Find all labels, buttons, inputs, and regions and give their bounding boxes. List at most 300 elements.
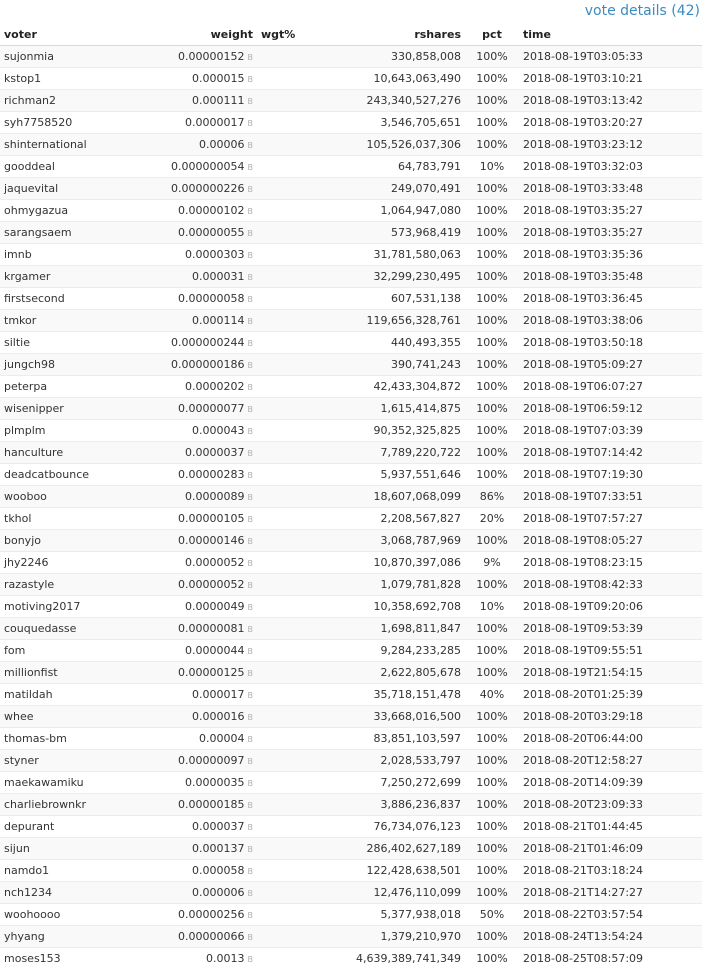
steem-b-icon: B bbox=[247, 801, 253, 810]
wgt-pct-cell bbox=[257, 464, 307, 486]
wgt-pct-cell bbox=[257, 860, 307, 882]
voter-link[interactable]: jhy2246 bbox=[4, 556, 49, 569]
weight-cell bbox=[132, 640, 257, 662]
weight-value: 0.000137 bbox=[192, 842, 245, 855]
table-row bbox=[0, 772, 702, 794]
voter-link[interactable]: whee bbox=[4, 710, 34, 723]
table-row bbox=[0, 134, 702, 156]
rshares-cell: 330,858,008 bbox=[307, 46, 465, 68]
voter-cell bbox=[0, 772, 132, 794]
voter-link[interactable]: namdo1 bbox=[4, 864, 50, 877]
weight-value: 0.00000256 bbox=[178, 908, 245, 921]
table-row bbox=[0, 948, 702, 970]
weight-value: 0.0000037 bbox=[185, 446, 245, 459]
time-cell: 2018-08-19T09:55:51 bbox=[519, 640, 702, 662]
pct-cell: 100% bbox=[465, 354, 519, 376]
table-row bbox=[0, 530, 702, 552]
steem-b-icon: B bbox=[247, 405, 253, 414]
voter-link[interactable]: wisenipper bbox=[4, 402, 64, 415]
rshares-cell: 1,615,414,875 bbox=[307, 398, 465, 420]
weight-value: 0.00000066 bbox=[178, 930, 245, 943]
time-cell: 2018-08-19T03:10:21 bbox=[519, 68, 702, 90]
voter-cell bbox=[0, 156, 132, 178]
table-row bbox=[0, 200, 702, 222]
time-cell: 2018-08-19T03:35:27 bbox=[519, 200, 702, 222]
wgt-pct-cell bbox=[257, 376, 307, 398]
voter-link[interactable]: razastyle bbox=[4, 578, 55, 591]
rshares-cell: 286,402,627,189 bbox=[307, 838, 465, 860]
wgt-pct-cell bbox=[257, 156, 307, 178]
weight-value: 0.00000058 bbox=[178, 292, 245, 305]
pct-cell: 100% bbox=[465, 882, 519, 904]
rshares-cell: 9,284,233,285 bbox=[307, 640, 465, 662]
steem-b-icon: B bbox=[247, 185, 253, 194]
wgt-pct-cell bbox=[257, 596, 307, 618]
table-row bbox=[0, 904, 702, 926]
rshares-cell: 105,526,037,306 bbox=[307, 134, 465, 156]
pct-cell: 100% bbox=[465, 728, 519, 750]
rshares-cell: 1,079,781,828 bbox=[307, 574, 465, 596]
table-row bbox=[0, 112, 702, 134]
rshares-cell: 32,299,230,495 bbox=[307, 266, 465, 288]
weight-cell bbox=[132, 508, 257, 530]
rshares-cell: 76,734,076,123 bbox=[307, 816, 465, 838]
wgt-pct-cell bbox=[257, 354, 307, 376]
voter-cell bbox=[0, 552, 132, 574]
weight-value: 0.00000052 bbox=[178, 578, 245, 591]
voter-cell bbox=[0, 882, 132, 904]
voter-cell bbox=[0, 90, 132, 112]
table-row bbox=[0, 486, 702, 508]
wgt-pct-cell bbox=[257, 134, 307, 156]
voter-link[interactable]: moses153 bbox=[4, 952, 61, 965]
table-row bbox=[0, 662, 702, 684]
table-row bbox=[0, 926, 702, 948]
pct-cell: 100% bbox=[465, 706, 519, 728]
voter-link[interactable]: maekawamiku bbox=[4, 776, 84, 789]
voter-link[interactable]: siltie bbox=[4, 336, 30, 349]
table-row bbox=[0, 838, 702, 860]
pct-cell: 100% bbox=[465, 288, 519, 310]
voter-cell bbox=[0, 464, 132, 486]
voter-link[interactable]: gooddeal bbox=[4, 160, 55, 173]
weight-cell bbox=[132, 200, 257, 222]
pct-cell: 100% bbox=[465, 838, 519, 860]
wgt-pct-cell bbox=[257, 486, 307, 508]
table-row bbox=[0, 640, 702, 662]
voter-link[interactable]: yhyang bbox=[4, 930, 45, 943]
voter-link[interactable]: millionfist bbox=[4, 666, 58, 679]
pct-cell: 100% bbox=[465, 640, 519, 662]
voter-link[interactable]: matildah bbox=[4, 688, 53, 701]
time-cell: 2018-08-20T06:44:00 bbox=[519, 728, 702, 750]
voter-link[interactable]: richman2 bbox=[4, 94, 57, 107]
wgt-pct-cell bbox=[257, 288, 307, 310]
table-row bbox=[0, 442, 702, 464]
wgt-pct-cell bbox=[257, 310, 307, 332]
pct-cell: 40% bbox=[465, 684, 519, 706]
voter-link[interactable]: deadcatbounce bbox=[4, 468, 90, 481]
voter-cell bbox=[0, 222, 132, 244]
voter-cell bbox=[0, 376, 132, 398]
steem-b-icon: B bbox=[247, 713, 253, 722]
weight-cell bbox=[132, 90, 257, 112]
vote-details-link[interactable]: vote details (42) bbox=[584, 3, 700, 19]
steem-b-icon: B bbox=[247, 251, 253, 260]
time-cell: 2018-08-19T06:59:12 bbox=[519, 398, 702, 420]
time-cell: 2018-08-24T13:54:24 bbox=[519, 926, 702, 948]
time-cell: 2018-08-19T03:13:42 bbox=[519, 90, 702, 112]
rshares-cell: 3,068,787,969 bbox=[307, 530, 465, 552]
steem-b-icon: B bbox=[247, 141, 253, 150]
voter-cell bbox=[0, 816, 132, 838]
steem-b-icon: B bbox=[247, 361, 253, 370]
steem-b-icon: B bbox=[247, 867, 253, 876]
voter-link[interactable]: plmplm bbox=[4, 424, 46, 437]
pct-cell: 100% bbox=[465, 244, 519, 266]
voter-cell bbox=[0, 640, 132, 662]
time-cell: 2018-08-20T12:58:27 bbox=[519, 750, 702, 772]
column-header-time[interactable]: time bbox=[519, 24, 702, 46]
weight-cell bbox=[132, 860, 257, 882]
voter-cell bbox=[0, 860, 132, 882]
pct-cell: 100% bbox=[465, 442, 519, 464]
voter-link[interactable]: imnb bbox=[4, 248, 32, 261]
wgt-pct-cell bbox=[257, 90, 307, 112]
wgt-pct-cell bbox=[257, 398, 307, 420]
time-cell: 2018-08-19T07:14:42 bbox=[519, 442, 702, 464]
time-cell: 2018-08-19T03:33:48 bbox=[519, 178, 702, 200]
time-cell: 2018-08-19T03:35:48 bbox=[519, 266, 702, 288]
table-row bbox=[0, 332, 702, 354]
wgt-pct-cell bbox=[257, 222, 307, 244]
pct-cell: 100% bbox=[465, 948, 519, 970]
weight-cell bbox=[132, 926, 257, 948]
steem-b-icon: B bbox=[247, 53, 253, 62]
pct-cell: 86% bbox=[465, 486, 519, 508]
weight-value: 0.000000244 bbox=[171, 336, 245, 349]
weight-cell bbox=[132, 552, 257, 574]
table-row bbox=[0, 244, 702, 266]
table-row bbox=[0, 860, 702, 882]
weight-value: 0.000114 bbox=[192, 314, 245, 327]
time-cell: 2018-08-25T08:57:09 bbox=[519, 948, 702, 970]
table-row bbox=[0, 222, 702, 244]
rshares-cell: 42,433,304,872 bbox=[307, 376, 465, 398]
weight-value: 0.00000152 bbox=[178, 50, 245, 63]
pct-cell: 100% bbox=[465, 662, 519, 684]
voter-link[interactable]: sijun bbox=[4, 842, 30, 855]
time-cell: 2018-08-19T06:07:27 bbox=[519, 376, 702, 398]
table-row bbox=[0, 552, 702, 574]
voter-cell bbox=[0, 508, 132, 530]
steem-b-icon: B bbox=[247, 823, 253, 832]
voter-link[interactable]: styner bbox=[4, 754, 39, 767]
steem-b-icon: B bbox=[247, 97, 253, 106]
steem-b-icon: B bbox=[247, 471, 253, 480]
table-row bbox=[0, 684, 702, 706]
voter-cell bbox=[0, 178, 132, 200]
steem-b-icon: B bbox=[247, 647, 253, 656]
weight-value: 0.0013 bbox=[206, 952, 245, 965]
weight-value: 0.0000089 bbox=[185, 490, 245, 503]
steem-b-icon: B bbox=[247, 691, 253, 700]
weight-cell bbox=[132, 728, 257, 750]
weight-value: 0.000016 bbox=[192, 710, 245, 723]
wgt-pct-cell bbox=[257, 948, 307, 970]
weight-value: 0.0000049 bbox=[185, 600, 245, 613]
voter-cell bbox=[0, 266, 132, 288]
steem-b-icon: B bbox=[247, 889, 253, 898]
time-cell: 2018-08-19T03:35:36 bbox=[519, 244, 702, 266]
weight-cell bbox=[132, 816, 257, 838]
rshares-cell: 83,851,103,597 bbox=[307, 728, 465, 750]
wgt-pct-cell bbox=[257, 882, 307, 904]
pct-cell: 100% bbox=[465, 816, 519, 838]
voter-cell bbox=[0, 68, 132, 90]
pct-cell: 100% bbox=[465, 376, 519, 398]
table-row bbox=[0, 794, 702, 816]
voter-cell bbox=[0, 596, 132, 618]
voter-link[interactable]: shinternational bbox=[4, 138, 87, 151]
weight-cell bbox=[132, 948, 257, 970]
weight-value: 0.000017 bbox=[192, 688, 245, 701]
voter-cell bbox=[0, 398, 132, 420]
pct-cell: 50% bbox=[465, 904, 519, 926]
steem-b-icon: B bbox=[247, 515, 253, 524]
voter-link[interactable]: charliebrownkr bbox=[4, 798, 87, 811]
time-cell: 2018-08-22T03:57:54 bbox=[519, 904, 702, 926]
voter-link[interactable]: nch1234 bbox=[4, 886, 52, 899]
weight-cell bbox=[132, 442, 257, 464]
voter-link[interactable]: motiving2017 bbox=[4, 600, 81, 613]
weight-value: 0.00000055 bbox=[178, 226, 245, 239]
rshares-cell: 10,870,397,086 bbox=[307, 552, 465, 574]
time-cell: 2018-08-21T01:46:09 bbox=[519, 838, 702, 860]
voter-cell bbox=[0, 794, 132, 816]
time-cell: 2018-08-20T14:09:39 bbox=[519, 772, 702, 794]
voter-link[interactable]: thomas-bm bbox=[4, 732, 67, 745]
rshares-cell: 2,028,533,797 bbox=[307, 750, 465, 772]
voter-cell bbox=[0, 838, 132, 860]
weight-value: 0.000000054 bbox=[171, 160, 245, 173]
time-cell: 2018-08-19T07:57:27 bbox=[519, 508, 702, 530]
pct-cell: 20% bbox=[465, 508, 519, 530]
voter-cell bbox=[0, 134, 132, 156]
wgt-pct-cell bbox=[257, 178, 307, 200]
voter-link[interactable]: hanculture bbox=[4, 446, 64, 459]
weight-value: 0.000015 bbox=[192, 72, 245, 85]
pct-cell: 100% bbox=[465, 332, 519, 354]
voter-link[interactable]: tmkor bbox=[4, 314, 37, 327]
voter-link[interactable]: jungch98 bbox=[4, 358, 55, 371]
steem-b-icon: B bbox=[247, 779, 253, 788]
rshares-cell: 249,070,491 bbox=[307, 178, 465, 200]
time-cell: 2018-08-19T21:54:15 bbox=[519, 662, 702, 684]
pct-cell: 100% bbox=[465, 794, 519, 816]
pct-cell: 100% bbox=[465, 398, 519, 420]
rshares-cell: 573,968,419 bbox=[307, 222, 465, 244]
weight-cell bbox=[132, 684, 257, 706]
weight-cell bbox=[132, 288, 257, 310]
table-row bbox=[0, 816, 702, 838]
voter-cell bbox=[0, 530, 132, 552]
wgt-pct-cell bbox=[257, 332, 307, 354]
pct-cell: 10% bbox=[465, 596, 519, 618]
column-header-pct[interactable]: pct bbox=[465, 24, 519, 46]
table-row bbox=[0, 310, 702, 332]
voter-link[interactable]: firstsecond bbox=[4, 292, 65, 305]
pct-cell: 100% bbox=[465, 772, 519, 794]
weight-cell bbox=[132, 112, 257, 134]
pct-cell: 100% bbox=[465, 574, 519, 596]
column-header-voter[interactable]: voter bbox=[0, 24, 132, 46]
wgt-pct-cell bbox=[257, 530, 307, 552]
steem-b-icon: B bbox=[247, 449, 253, 458]
weight-cell bbox=[132, 332, 257, 354]
steem-b-icon: B bbox=[247, 229, 253, 238]
weight-value: 0.0000303 bbox=[185, 248, 245, 261]
pct-cell: 100% bbox=[465, 530, 519, 552]
pct-cell: 100% bbox=[465, 68, 519, 90]
rshares-cell: 5,377,938,018 bbox=[307, 904, 465, 926]
voter-cell bbox=[0, 332, 132, 354]
voter-cell bbox=[0, 354, 132, 376]
weight-value: 0.00000146 bbox=[178, 534, 245, 547]
wgt-pct-cell bbox=[257, 838, 307, 860]
voter-link[interactable]: depurant bbox=[4, 820, 55, 833]
column-header-weight[interactable]: weight bbox=[132, 24, 257, 46]
steem-b-icon: B bbox=[247, 493, 253, 502]
pct-cell: 100% bbox=[465, 420, 519, 442]
weight-cell bbox=[132, 310, 257, 332]
weight-value: 0.00000125 bbox=[178, 666, 245, 679]
time-cell: 2018-08-19T05:09:27 bbox=[519, 354, 702, 376]
voter-link[interactable]: woohoooo bbox=[4, 908, 61, 921]
voter-link[interactable]: wooboo bbox=[4, 490, 47, 503]
weight-cell bbox=[132, 618, 257, 640]
weight-cell bbox=[132, 706, 257, 728]
weight-cell bbox=[132, 486, 257, 508]
voter-cell bbox=[0, 442, 132, 464]
steem-b-icon: B bbox=[247, 163, 253, 172]
rshares-cell: 1,698,811,847 bbox=[307, 618, 465, 640]
wgt-pct-cell bbox=[257, 552, 307, 574]
voter-link[interactable]: ohmygazua bbox=[4, 204, 69, 217]
voter-link[interactable]: syh7758520 bbox=[4, 116, 73, 129]
time-cell: 2018-08-20T23:09:33 bbox=[519, 794, 702, 816]
table-row bbox=[0, 46, 702, 68]
time-cell: 2018-08-21T03:18:24 bbox=[519, 860, 702, 882]
voter-cell bbox=[0, 618, 132, 640]
pct-cell: 100% bbox=[465, 46, 519, 68]
voter-cell bbox=[0, 200, 132, 222]
rshares-cell: 119,656,328,761 bbox=[307, 310, 465, 332]
pct-cell: 100% bbox=[465, 926, 519, 948]
voter-link[interactable]: bonyjo bbox=[4, 534, 41, 547]
weight-cell bbox=[132, 882, 257, 904]
wgt-pct-cell bbox=[257, 662, 307, 684]
voter-link[interactable]: kstop1 bbox=[4, 72, 42, 85]
rshares-cell: 2,622,805,678 bbox=[307, 662, 465, 684]
pct-cell: 100% bbox=[465, 200, 519, 222]
voter-cell bbox=[0, 244, 132, 266]
voter-cell bbox=[0, 948, 132, 970]
voter-link[interactable]: tkhol bbox=[4, 512, 32, 525]
table-row bbox=[0, 156, 702, 178]
steem-b-icon: B bbox=[247, 119, 253, 128]
time-cell: 2018-08-19T03:35:27 bbox=[519, 222, 702, 244]
column-header-rshares[interactable]: rshares bbox=[307, 24, 465, 46]
voter-link[interactable]: sujonmia bbox=[4, 50, 54, 63]
wgt-pct-cell bbox=[257, 772, 307, 794]
voter-link[interactable]: krgamer bbox=[4, 270, 51, 283]
time-cell: 2018-08-19T08:05:27 bbox=[519, 530, 702, 552]
weight-value: 0.0000052 bbox=[185, 556, 245, 569]
voter-link[interactable]: fom bbox=[4, 644, 26, 657]
steem-b-icon: B bbox=[247, 273, 253, 282]
weight-value: 0.000000226 bbox=[171, 182, 245, 195]
pct-cell: 9% bbox=[465, 552, 519, 574]
wgt-pct-cell bbox=[257, 244, 307, 266]
time-cell: 2018-08-19T03:05:33 bbox=[519, 46, 702, 68]
weight-value: 0.000000186 bbox=[171, 358, 245, 371]
pct-cell: 100% bbox=[465, 134, 519, 156]
wgt-pct-cell bbox=[257, 442, 307, 464]
voter-link[interactable]: couquedasse bbox=[4, 622, 77, 635]
table-row bbox=[0, 420, 702, 442]
voter-link[interactable]: sarangsaem bbox=[4, 226, 72, 239]
time-cell: 2018-08-19T07:33:51 bbox=[519, 486, 702, 508]
weight-value: 0.00000283 bbox=[178, 468, 245, 481]
rshares-cell: 31,781,580,063 bbox=[307, 244, 465, 266]
wgt-pct-cell bbox=[257, 200, 307, 222]
weight-value: 0.00000081 bbox=[178, 622, 245, 635]
wgt-pct-cell bbox=[257, 420, 307, 442]
steem-b-icon: B bbox=[247, 911, 253, 920]
table-row bbox=[0, 398, 702, 420]
voter-link[interactable]: jaquevital bbox=[4, 182, 59, 195]
column-header-wgt-pct[interactable]: wgt% bbox=[257, 24, 307, 46]
table-row bbox=[0, 750, 702, 772]
pct-cell: 100% bbox=[465, 464, 519, 486]
steem-b-icon: B bbox=[247, 669, 253, 678]
voter-cell bbox=[0, 112, 132, 134]
steem-b-icon: B bbox=[247, 603, 253, 612]
rshares-cell: 1,379,210,970 bbox=[307, 926, 465, 948]
voter-cell bbox=[0, 46, 132, 68]
time-cell: 2018-08-19T09:20:06 bbox=[519, 596, 702, 618]
time-cell: 2018-08-19T03:23:12 bbox=[519, 134, 702, 156]
weight-value: 0.000058 bbox=[192, 864, 245, 877]
weight-value: 0.00000185 bbox=[178, 798, 245, 811]
weight-cell bbox=[132, 68, 257, 90]
steem-b-icon: B bbox=[247, 75, 253, 84]
weight-cell bbox=[132, 596, 257, 618]
time-cell: 2018-08-19T03:20:27 bbox=[519, 112, 702, 134]
voter-cell bbox=[0, 904, 132, 926]
pct-cell: 100% bbox=[465, 750, 519, 772]
wgt-pct-cell bbox=[257, 926, 307, 948]
weight-cell bbox=[132, 420, 257, 442]
rshares-cell: 4,639,389,741,349 bbox=[307, 948, 465, 970]
pct-cell: 100% bbox=[465, 860, 519, 882]
weight-value: 0.000111 bbox=[192, 94, 245, 107]
votes-table-body bbox=[0, 46, 702, 970]
table-row bbox=[0, 68, 702, 90]
wgt-pct-cell bbox=[257, 750, 307, 772]
voter-link[interactable]: peterpa bbox=[4, 380, 48, 393]
